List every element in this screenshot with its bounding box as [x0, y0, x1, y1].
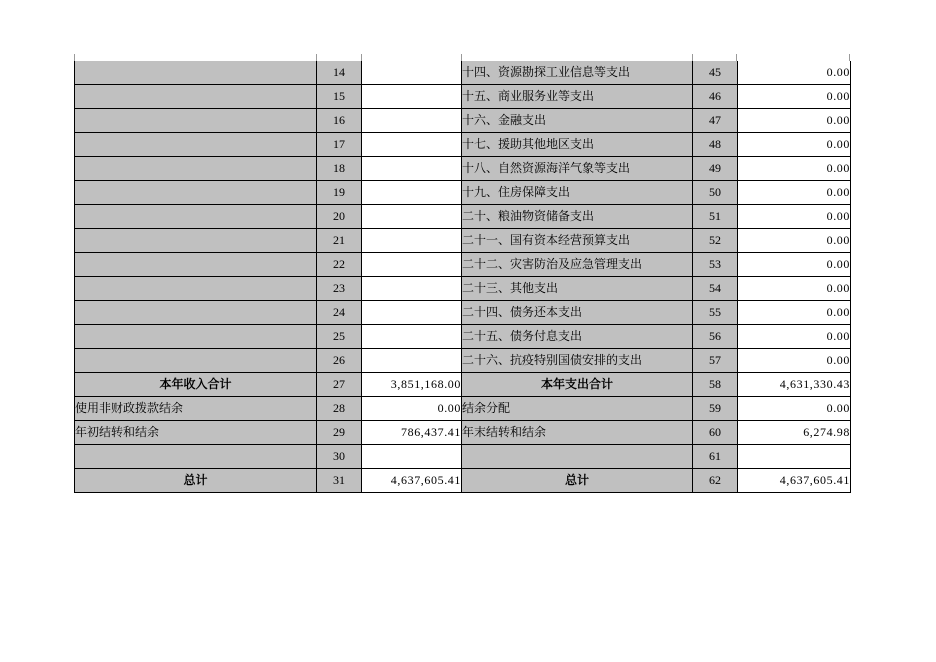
expense-row-number: 54 [693, 277, 738, 301]
expense-row-number: 58 [693, 373, 738, 397]
income-item-label [75, 301, 317, 325]
income-item-label [75, 61, 317, 85]
income-amount [362, 277, 462, 301]
income-row-number: 22 [317, 253, 362, 277]
expense-item-label: 二十、粮油物资储备支出 [462, 205, 693, 229]
income-amount [362, 181, 462, 205]
expense-item-label: 十八、自然资源海洋气象等支出 [462, 157, 693, 181]
income-item-label [75, 445, 317, 469]
income-amount [362, 157, 462, 181]
income-amount [362, 229, 462, 253]
expense-item-label: 二十一、国有资本经营预算支出 [462, 229, 693, 253]
expense-amount [738, 445, 851, 469]
income-item-label [75, 229, 317, 253]
expense-item-label: 十九、住房保障支出 [462, 181, 693, 205]
income-row-number: 14 [317, 61, 362, 85]
income-amount [362, 205, 462, 229]
table-row [75, 397, 851, 421]
expense-row-number: 60 [693, 421, 738, 445]
income-row-number: 31 [317, 469, 362, 493]
expense-item-label: 十五、商业服务业等支出 [462, 85, 693, 109]
expense-amount: 0.00 [738, 181, 851, 205]
income-amount [362, 301, 462, 325]
table-row [75, 373, 851, 397]
income-item-label [75, 205, 317, 229]
income-amount [362, 85, 462, 109]
table-row [75, 325, 851, 349]
expense-item-label: 二十五、债务付息支出 [462, 325, 693, 349]
expense-item-label: 二十四、债务还本支出 [462, 301, 693, 325]
income-item-label [75, 157, 317, 181]
income-row-number: 15 [317, 85, 362, 109]
income-row-number: 23 [317, 277, 362, 301]
income-amount: 786,437.41 [362, 421, 462, 445]
income-item-label [75, 181, 317, 205]
income-item-label [75, 277, 317, 301]
income-amount [362, 133, 462, 157]
income-amount [362, 349, 462, 373]
income-item-label [75, 109, 317, 133]
expense-item-label: 年末结转和结余 [462, 421, 693, 445]
expense-row-number: 53 [693, 253, 738, 277]
expense-amount: 6,274.98 [738, 421, 851, 445]
expense-row-number: 51 [693, 205, 738, 229]
income-item-label [75, 253, 317, 277]
income-amount [362, 109, 462, 133]
expense-amount: 0.00 [738, 109, 851, 133]
expense-row-number: 47 [693, 109, 738, 133]
expense-item-label: 十四、资源勘探工业信息等支出 [462, 61, 693, 85]
expense-amount: 4,631,330.43 [738, 373, 851, 397]
expense-amount: 0.00 [738, 229, 851, 253]
expense-row-number: 45 [693, 61, 738, 85]
expense-item-label [462, 445, 693, 469]
income-row-number: 27 [317, 373, 362, 397]
expense-item-label: 二十二、灾害防治及应急管理支出 [462, 253, 693, 277]
table-row [75, 229, 851, 253]
expense-row-number: 55 [693, 301, 738, 325]
income-row-number: 17 [317, 133, 362, 157]
expense-item-label: 本年支出合计 [462, 373, 693, 397]
income-item-label [75, 85, 317, 109]
income-amount: 3,851,168.00 [362, 373, 462, 397]
document-page [74, 61, 851, 493]
expense-amount: 0.00 [738, 205, 851, 229]
expense-amount: 0.00 [738, 349, 851, 373]
table-row [75, 61, 851, 85]
table-row [75, 205, 851, 229]
income-amount [362, 445, 462, 469]
income-amount: 0.00 [362, 397, 462, 421]
table-row [75, 445, 851, 469]
income-row-number: 30 [317, 445, 362, 469]
income-item-label: 使用非财政拨款结余 [75, 397, 317, 421]
income-row-number: 24 [317, 301, 362, 325]
expense-row-number: 49 [693, 157, 738, 181]
table-row [75, 253, 851, 277]
expense-row-number: 62 [693, 469, 738, 493]
income-row-number: 16 [317, 109, 362, 133]
income-item-label [75, 325, 317, 349]
income-amount [362, 61, 462, 85]
expense-amount: 0.00 [738, 277, 851, 301]
income-row-number: 20 [317, 205, 362, 229]
expense-row-number: 61 [693, 445, 738, 469]
expense-row-number: 48 [693, 133, 738, 157]
income-row-number: 19 [317, 181, 362, 205]
table-row [75, 469, 851, 493]
expense-item-label: 十六、金融支出 [462, 109, 693, 133]
expense-item-label: 结余分配 [462, 397, 693, 421]
income-item-label: 本年收入合计 [75, 373, 317, 397]
table-row [75, 181, 851, 205]
table-row [75, 85, 851, 109]
expense-item-label: 二十六、抗疫特别国债安排的支出 [462, 349, 693, 373]
income-amount [362, 253, 462, 277]
expense-row-number: 46 [693, 85, 738, 109]
expense-item-label: 总计 [462, 469, 693, 493]
expense-amount: 0.00 [738, 253, 851, 277]
expense-row-number: 50 [693, 181, 738, 205]
expense-amount: 0.00 [738, 61, 851, 85]
table-row [75, 277, 851, 301]
expense-item-label: 十七、援助其他地区支出 [462, 133, 693, 157]
expense-amount: 0.00 [738, 157, 851, 181]
expense-amount: 0.00 [738, 301, 851, 325]
expense-amount: 0.00 [738, 85, 851, 109]
expense-amount: 0.00 [738, 133, 851, 157]
income-row-number: 29 [317, 421, 362, 445]
expense-amount: 4,637,605.41 [738, 469, 851, 493]
table-row [75, 109, 851, 133]
expense-row-number: 59 [693, 397, 738, 421]
expense-row-number: 57 [693, 349, 738, 373]
expense-item-label: 二十三、其他支出 [462, 277, 693, 301]
table-row [75, 157, 851, 181]
income-amount: 4,637,605.41 [362, 469, 462, 493]
budget-summary-table [74, 61, 851, 493]
income-row-number: 25 [317, 325, 362, 349]
income-item-label [75, 349, 317, 373]
table-row [75, 301, 851, 325]
table-row [75, 421, 851, 445]
income-item-label: 总计 [75, 469, 317, 493]
income-row-number: 28 [317, 397, 362, 421]
table-row [75, 133, 851, 157]
table-row [75, 349, 851, 373]
income-row-number: 21 [317, 229, 362, 253]
income-row-number: 26 [317, 349, 362, 373]
expense-amount: 0.00 [738, 325, 851, 349]
income-amount [362, 325, 462, 349]
income-item-label [75, 133, 317, 157]
expense-amount: 0.00 [738, 397, 851, 421]
expense-row-number: 56 [693, 325, 738, 349]
income-row-number: 18 [317, 157, 362, 181]
income-item-label: 年初结转和结余 [75, 421, 317, 445]
expense-row-number: 52 [693, 229, 738, 253]
